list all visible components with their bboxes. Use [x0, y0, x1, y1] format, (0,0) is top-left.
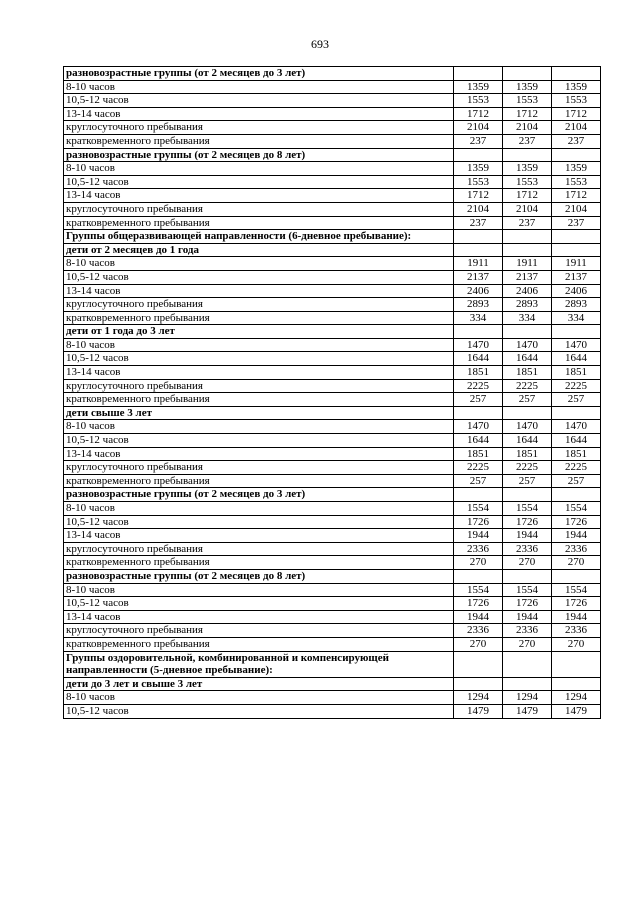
section-header-row — [64, 406, 601, 420]
row-label: круглосуточного пребывания — [64, 542, 454, 556]
section-title: разновозрастные группы (от 2 месяцев до 8 лет) — [64, 569, 454, 583]
value-cell: 1479 — [503, 704, 552, 718]
table-row — [64, 189, 601, 203]
value-cell — [454, 230, 503, 244]
value-cell — [503, 569, 552, 583]
page-number: 693 — [311, 37, 329, 51]
value-cell: 257 — [552, 393, 601, 407]
value-cell: 2225 — [552, 461, 601, 475]
row-label: 13-14 часов — [64, 107, 454, 121]
value-cell — [552, 230, 601, 244]
table-row — [64, 94, 601, 108]
value-cell: 2336 — [503, 542, 552, 556]
value-cell: 1726 — [454, 515, 503, 529]
value-cell: 1470 — [503, 420, 552, 434]
value-cell: 1851 — [503, 447, 552, 461]
value-cell: 334 — [454, 311, 503, 325]
table-row — [64, 311, 601, 325]
tariff-table-body — [64, 67, 601, 719]
value-cell: 1554 — [552, 502, 601, 516]
value-cell: 2225 — [503, 461, 552, 475]
value-cell: 1294 — [552, 691, 601, 705]
value-cell: 2893 — [552, 298, 601, 312]
row-label: 8-10 часов — [64, 420, 454, 434]
value-cell — [552, 325, 601, 339]
value-cell: 2406 — [454, 284, 503, 298]
value-cell — [454, 243, 503, 257]
row-label: круглосуточного пребывания — [64, 461, 454, 475]
value-cell — [503, 488, 552, 502]
value-cell: 1553 — [503, 94, 552, 108]
value-cell: 1553 — [552, 94, 601, 108]
table-row — [64, 257, 601, 271]
value-cell: 2104 — [503, 202, 552, 216]
value-cell: 1470 — [552, 420, 601, 434]
section-header-row — [64, 230, 601, 244]
section-title: Группы общеразвивающей направленности (6-дневное пребывание): — [64, 230, 454, 244]
value-cell: 1359 — [503, 80, 552, 94]
value-cell: 1712 — [503, 107, 552, 121]
value-cell: 237 — [503, 134, 552, 148]
value-cell: 1726 — [503, 597, 552, 611]
value-cell — [503, 230, 552, 244]
table-row — [64, 515, 601, 529]
value-cell — [552, 488, 601, 502]
table-row — [64, 704, 601, 718]
value-cell: 1911 — [454, 257, 503, 271]
value-cell: 2893 — [503, 298, 552, 312]
value-cell: 270 — [503, 556, 552, 570]
value-cell: 1294 — [503, 691, 552, 705]
value-cell: 237 — [552, 134, 601, 148]
value-cell: 2137 — [454, 270, 503, 284]
value-cell: 1712 — [454, 107, 503, 121]
value-cell: 1359 — [454, 162, 503, 176]
row-label: 13-14 часов — [64, 610, 454, 624]
value-cell — [454, 406, 503, 420]
table-row — [64, 556, 601, 570]
value-cell: 1359 — [552, 162, 601, 176]
value-cell: 1851 — [503, 366, 552, 380]
value-cell: 1644 — [503, 434, 552, 448]
value-cell: 1726 — [503, 515, 552, 529]
value-cell: 1726 — [552, 515, 601, 529]
value-cell: 1294 — [454, 691, 503, 705]
value-cell: 2336 — [454, 542, 503, 556]
table-row — [64, 121, 601, 135]
value-cell: 1554 — [454, 583, 503, 597]
table-row — [64, 134, 601, 148]
value-cell: 2137 — [552, 270, 601, 284]
value-cell: 237 — [454, 134, 503, 148]
value-cell: 1944 — [503, 529, 552, 543]
section-title: дети от 2 месяцев до 1 года — [64, 243, 454, 257]
value-cell: 2104 — [552, 121, 601, 135]
table-row — [64, 352, 601, 366]
value-cell: 1359 — [454, 80, 503, 94]
value-cell: 1944 — [503, 610, 552, 624]
value-cell — [503, 651, 552, 677]
table-row — [64, 298, 601, 312]
value-cell — [503, 677, 552, 691]
row-label: 10,5-12 часов — [64, 704, 454, 718]
value-cell: 1554 — [503, 583, 552, 597]
value-cell — [454, 488, 503, 502]
table-row — [64, 175, 601, 189]
value-cell: 270 — [552, 556, 601, 570]
row-label: 13-14 часов — [64, 284, 454, 298]
table-row — [64, 216, 601, 230]
value-cell: 2336 — [552, 624, 601, 638]
value-cell: 257 — [503, 474, 552, 488]
section-header-row — [64, 67, 601, 81]
value-cell: 1553 — [552, 175, 601, 189]
value-cell: 334 — [503, 311, 552, 325]
value-cell: 1470 — [454, 338, 503, 352]
table-row — [64, 434, 601, 448]
value-cell — [552, 569, 601, 583]
row-label: кратковременного пребывания — [64, 556, 454, 570]
row-label: 8-10 часов — [64, 691, 454, 705]
value-cell: 2406 — [503, 284, 552, 298]
table-row — [64, 284, 601, 298]
row-label: 10,5-12 часов — [64, 434, 454, 448]
table-row — [64, 379, 601, 393]
value-cell: 257 — [454, 393, 503, 407]
table-row — [64, 393, 601, 407]
value-cell: 2406 — [552, 284, 601, 298]
section-title: дети от 1 года до 3 лет — [64, 325, 454, 339]
tariff-table — [63, 66, 601, 719]
value-cell: 257 — [454, 474, 503, 488]
row-label: 10,5-12 часов — [64, 175, 454, 189]
value-cell: 1726 — [552, 597, 601, 611]
value-cell: 1944 — [454, 529, 503, 543]
section-header-row — [64, 243, 601, 257]
value-cell: 1712 — [454, 189, 503, 203]
value-cell: 1553 — [454, 175, 503, 189]
value-cell: 237 — [454, 216, 503, 230]
value-cell — [503, 67, 552, 81]
value-cell: 1712 — [552, 107, 601, 121]
value-cell: 1851 — [454, 447, 503, 461]
value-cell: 2104 — [552, 202, 601, 216]
value-cell — [454, 148, 503, 162]
value-cell: 1470 — [454, 420, 503, 434]
value-cell: 1644 — [503, 352, 552, 366]
value-cell: 270 — [503, 637, 552, 651]
table-row — [64, 597, 601, 611]
row-label: круглосуточного пребывания — [64, 202, 454, 216]
value-cell: 2225 — [552, 379, 601, 393]
value-cell: 1644 — [454, 352, 503, 366]
value-cell: 1644 — [552, 352, 601, 366]
row-label: 10,5-12 часов — [64, 597, 454, 611]
table-row — [64, 624, 601, 638]
value-cell: 1944 — [552, 529, 601, 543]
row-label: кратковременного пребывания — [64, 311, 454, 325]
value-cell: 2336 — [503, 624, 552, 638]
row-label: кратковременного пребывания — [64, 393, 454, 407]
value-cell: 2336 — [454, 624, 503, 638]
value-cell — [552, 67, 601, 81]
section-title: Группы оздоровительной, комбинированной и компенсирующей направленности (5-дневное пребывание): — [64, 651, 454, 677]
row-label: 8-10 часов — [64, 338, 454, 352]
section-header-row — [64, 569, 601, 583]
row-label: 8-10 часов — [64, 162, 454, 176]
value-cell: 334 — [552, 311, 601, 325]
row-label: 8-10 часов — [64, 502, 454, 516]
value-cell: 270 — [454, 556, 503, 570]
table-row — [64, 420, 601, 434]
section-header-row — [64, 488, 601, 502]
row-label: 10,5-12 часов — [64, 270, 454, 284]
value-cell — [552, 148, 601, 162]
value-cell: 2104 — [454, 202, 503, 216]
value-cell: 1359 — [503, 162, 552, 176]
value-cell: 2336 — [552, 542, 601, 556]
table-row — [64, 338, 601, 352]
section-header-row — [64, 148, 601, 162]
value-cell: 1944 — [552, 610, 601, 624]
value-cell: 1359 — [552, 80, 601, 94]
value-cell: 1712 — [552, 189, 601, 203]
row-label: 10,5-12 часов — [64, 94, 454, 108]
section-title: разновозрастные группы (от 2 месяцев до 8 лет) — [64, 148, 454, 162]
row-label: круглосуточного пребывания — [64, 298, 454, 312]
section-title: дети свыше 3 лет — [64, 406, 454, 420]
table-row — [64, 162, 601, 176]
value-cell — [552, 677, 601, 691]
value-cell: 1479 — [454, 704, 503, 718]
value-cell: 2137 — [503, 270, 552, 284]
value-cell: 1712 — [503, 189, 552, 203]
value-cell: 1644 — [454, 434, 503, 448]
value-cell — [552, 243, 601, 257]
table-row — [64, 637, 601, 651]
table-row — [64, 542, 601, 556]
table-row — [64, 270, 601, 284]
section-title: разновозрастные группы (от 2 месяцев до 3 лет) — [64, 488, 454, 502]
value-cell: 1851 — [552, 447, 601, 461]
value-cell — [454, 651, 503, 677]
value-cell: 1553 — [503, 175, 552, 189]
value-cell: 1553 — [454, 94, 503, 108]
value-cell — [454, 569, 503, 583]
row-label: 13-14 часов — [64, 529, 454, 543]
table-row — [64, 583, 601, 597]
row-label: кратковременного пребывания — [64, 134, 454, 148]
row-label: 8-10 часов — [64, 583, 454, 597]
table-row — [64, 80, 601, 94]
row-label: 13-14 часов — [64, 189, 454, 203]
value-cell — [454, 67, 503, 81]
value-cell: 1911 — [503, 257, 552, 271]
table-row — [64, 447, 601, 461]
row-label: 8-10 часов — [64, 257, 454, 271]
value-cell: 2225 — [454, 379, 503, 393]
value-cell: 270 — [552, 637, 601, 651]
row-label: 10,5-12 часов — [64, 515, 454, 529]
value-cell: 1554 — [552, 583, 601, 597]
value-cell: 1644 — [552, 434, 601, 448]
value-cell — [503, 148, 552, 162]
value-cell: 257 — [552, 474, 601, 488]
table-row — [64, 610, 601, 624]
value-cell: 257 — [503, 393, 552, 407]
table-row — [64, 529, 601, 543]
value-cell: 1479 — [552, 704, 601, 718]
value-cell: 1470 — [552, 338, 601, 352]
value-cell: 2104 — [503, 121, 552, 135]
row-label: круглосуточного пребывания — [64, 624, 454, 638]
table-row — [64, 502, 601, 516]
row-label: кратковременного пребывания — [64, 474, 454, 488]
value-cell: 2104 — [454, 121, 503, 135]
row-label: 13-14 часов — [64, 447, 454, 461]
value-cell: 1554 — [503, 502, 552, 516]
value-cell — [503, 325, 552, 339]
section-header-row — [64, 651, 601, 677]
value-cell — [552, 406, 601, 420]
value-cell: 1554 — [454, 502, 503, 516]
row-label: кратковременного пребывания — [64, 216, 454, 230]
table-row — [64, 202, 601, 216]
value-cell: 1911 — [552, 257, 601, 271]
value-cell — [503, 243, 552, 257]
section-title: разновозрастные группы (от 2 месяцев до 3 лет) — [64, 67, 454, 81]
table-row — [64, 107, 601, 121]
section-header-row — [64, 325, 601, 339]
value-cell: 2225 — [454, 461, 503, 475]
table-row — [64, 461, 601, 475]
value-cell: 237 — [503, 216, 552, 230]
value-cell: 1851 — [552, 366, 601, 380]
row-label: 13-14 часов — [64, 366, 454, 380]
row-label: кратковременного пребывания — [64, 637, 454, 651]
value-cell — [454, 677, 503, 691]
value-cell: 1851 — [454, 366, 503, 380]
value-cell: 237 — [552, 216, 601, 230]
value-cell: 2893 — [454, 298, 503, 312]
row-label: круглосуточного пребывания — [64, 121, 454, 135]
section-header-row — [64, 677, 601, 691]
value-cell: 270 — [454, 637, 503, 651]
row-label: 10,5-12 часов — [64, 352, 454, 366]
table-row — [64, 691, 601, 705]
value-cell: 1470 — [503, 338, 552, 352]
value-cell: 2225 — [503, 379, 552, 393]
section-title: дети до 3 лет и свыше 3 лет — [64, 677, 454, 691]
value-cell — [454, 325, 503, 339]
value-cell: 1944 — [454, 610, 503, 624]
table-row — [64, 474, 601, 488]
value-cell — [552, 651, 601, 677]
row-label: 8-10 часов — [64, 80, 454, 94]
table-row — [64, 366, 601, 380]
value-cell — [503, 406, 552, 420]
row-label: круглосуточного пребывания — [64, 379, 454, 393]
value-cell: 1726 — [454, 597, 503, 611]
